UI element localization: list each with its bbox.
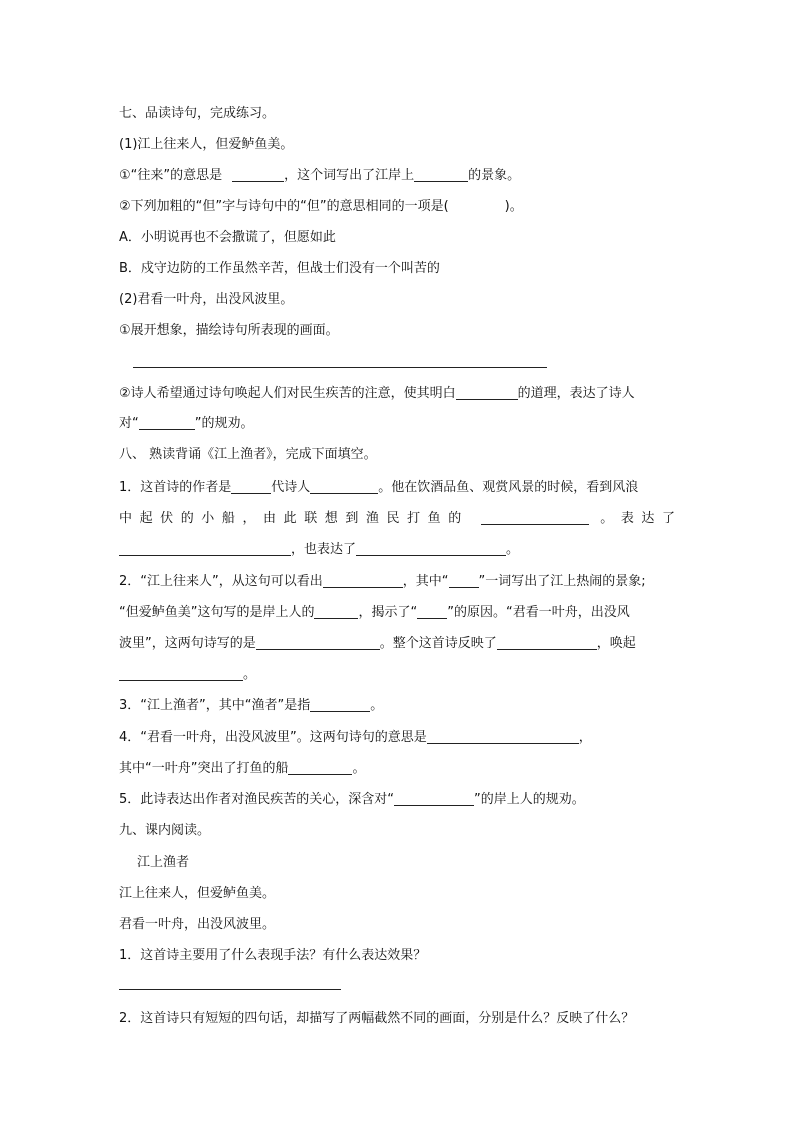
question-8-1 xyxy=(119,478,675,498)
option-b: B．戍守边防的工作虽然辛苦，但战士们没有一个叫苦的 xyxy=(119,261,440,276)
question-7-4-cont xyxy=(119,414,675,434)
question-text: ，揭示了“ xyxy=(358,605,418,620)
poem-line-2: 君看一叶舟，出没风波里。 xyxy=(119,917,276,932)
question-text: 对“ xyxy=(119,416,139,431)
question-text: 的道理，表达了诗人 xyxy=(517,386,635,401)
answer-blank[interactable] xyxy=(231,479,271,494)
answer-line[interactable] xyxy=(133,367,547,368)
question-9-1: 1．这首诗主要用了什么表现手法？有什么表达效果？ xyxy=(119,948,427,963)
question-text: 波里”，这两句诗写的是 xyxy=(119,636,256,651)
question-text: 代诗人 xyxy=(271,480,311,495)
question-text: ”的原因。“君看一叶舟，出没风 xyxy=(447,605,630,620)
question-text: ，其中“ xyxy=(402,574,449,589)
question-8-3 xyxy=(119,696,675,716)
answer-blank[interactable] xyxy=(232,167,284,182)
question-text: 2．“江上往来人”，从这句可以看出 xyxy=(119,574,323,589)
answer-blank[interactable] xyxy=(497,635,597,650)
question-text: ”的岸上人的规劝。 xyxy=(474,792,585,807)
poem-line-1: 江上往来人，但爱鲈鱼美。 xyxy=(119,886,276,901)
question-7-2 xyxy=(119,197,675,217)
question-text: ，这个词写出了江岸上 xyxy=(284,168,415,183)
question-7-4 xyxy=(119,384,675,404)
question-text: 。表达了 xyxy=(600,511,675,526)
question-text: 其中“一叶舟”突出了打鱼的船 xyxy=(119,761,289,776)
question-8-2-cont3 xyxy=(119,665,675,685)
question-text: 。 xyxy=(243,667,257,682)
answer-blank[interactable] xyxy=(449,573,479,588)
section-8-heading: 八、 熟读背诵《江上渔者》，完成下面填空。 xyxy=(119,447,377,462)
question-8-4 xyxy=(119,728,675,748)
question-text: ②诗人希望通过诗句唤起人们对民生疾苦的注意，使其明白 xyxy=(119,386,456,401)
answer-blank[interactable] xyxy=(414,167,468,182)
question-text: “但爱鲈鱼美”这句写的是岸上人的 xyxy=(119,605,315,620)
answer-blank[interactable] xyxy=(310,697,370,712)
section-9-heading: 九、课内阅读。 xyxy=(119,823,211,838)
question-text: 4．“君看一叶舟，出没风波里”。这两句诗句的意思是 xyxy=(119,730,427,745)
poem-line-quote-2: (2)君看一叶舟，出没风波里。 xyxy=(119,292,294,307)
answer-blank[interactable] xyxy=(119,541,291,556)
poem-title: 江上渔者 xyxy=(137,855,190,870)
question-7-1 xyxy=(119,166,675,186)
question-8-2 xyxy=(119,572,675,592)
answer-blank[interactable] xyxy=(417,604,447,619)
answer-blank[interactable] xyxy=(394,791,474,806)
poem-line-quote-1: (1)江上往来人，但爱鲈鱼美。 xyxy=(119,137,294,152)
question-8-2-cont xyxy=(119,603,675,623)
question-8-4-cont xyxy=(119,759,675,779)
question-text: 3．“江上渔者”，其中“渔者”是指 xyxy=(119,698,311,713)
section-7-heading: 七、品读诗句，完成练习。 xyxy=(119,106,276,121)
question-9-2: 2．这首诗只有短短的四句话，却描写了两幅截然不同的画面，分别是什么？反映了什么？ xyxy=(119,1011,635,1026)
answer-blank[interactable] xyxy=(356,541,506,556)
question-text: ，也表达了 xyxy=(291,542,357,557)
question-text: 的景象。 xyxy=(468,168,521,183)
answer-blank[interactable] xyxy=(288,760,352,775)
question-text: 1．这首诗的作者是 xyxy=(119,480,232,495)
answer-blank[interactable] xyxy=(310,479,378,494)
answer-blank[interactable] xyxy=(323,573,403,588)
question-text: 。 xyxy=(352,761,366,776)
answer-blank[interactable] xyxy=(256,635,380,650)
question-8-1-cont xyxy=(119,509,675,529)
answer-blank[interactable] xyxy=(456,385,518,400)
answer-blank[interactable] xyxy=(481,510,589,525)
answer-blank[interactable] xyxy=(314,604,358,619)
answer-blank[interactable] xyxy=(119,666,243,681)
question-text: ，唤起 xyxy=(596,636,636,651)
question-8-5 xyxy=(119,790,675,810)
question-text: 中起伏的小船，由此联想到渔民打鱼的 xyxy=(119,511,469,526)
question-text: 。他在饮酒品鱼、观赏风景的时候，看到风浪 xyxy=(378,480,639,495)
question-text: ”一词写出了江上热闹的景象; xyxy=(478,574,646,589)
answer-blank[interactable] xyxy=(139,415,195,430)
question-text: 。 xyxy=(506,542,520,557)
question-text: 5．此诗表达出作者对渔民疾苦的关心，深含对“ xyxy=(119,792,395,807)
question-text: 。 xyxy=(370,698,384,713)
answer-line[interactable] xyxy=(119,989,341,990)
question-text: ”的规劝。 xyxy=(194,416,254,431)
option-a: A．小明说再也不会撒谎了，但愿如此 xyxy=(119,230,336,245)
question-text: ①“往来”的意思是 xyxy=(119,168,223,183)
question-8-1-cont2 xyxy=(119,540,675,560)
answer-blank[interactable] xyxy=(427,729,579,744)
question-8-2-cont2 xyxy=(119,634,675,654)
question-text: ②下列加粗的“但”字与诗句中的“但”的意思相同的一项是( xyxy=(119,199,449,214)
question-text: 。整个这首诗反映了 xyxy=(379,636,497,651)
question-text: ， xyxy=(578,730,592,745)
question-text: )。 xyxy=(504,199,523,214)
question-7-3: ①展开想象，描绘诗句所表现的画面。 xyxy=(119,323,339,338)
